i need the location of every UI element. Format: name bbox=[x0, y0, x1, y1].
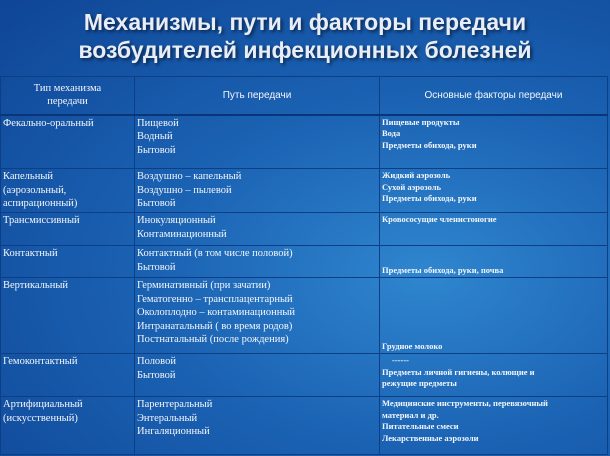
cell-text: ------ bbox=[392, 355, 409, 365]
cell-mechanism-type bbox=[1, 169, 135, 213]
cell-text: Интранатальный ( во время родов) bbox=[137, 320, 293, 332]
cell-text: Трансмиссивный bbox=[3, 215, 80, 226]
cell-text: Вертикальный bbox=[3, 280, 68, 291]
cell-text: Лекарственные аэрозоли bbox=[382, 432, 479, 443]
cell-text: Предметы обихода, руки bbox=[382, 139, 477, 150]
slide-title-line-1: Механизмы, пути и факторы передачи bbox=[83, 9, 527, 35]
cell-text: Воздушно – пылевой bbox=[137, 184, 232, 196]
transmission-table bbox=[0, 76, 608, 455]
cell-text: (аэрозольный, bbox=[3, 184, 67, 196]
cell-text: Околоплодно – контаминационный bbox=[137, 307, 296, 318]
slide-title bbox=[0, 8, 610, 64]
cell-text: Артифициальный bbox=[3, 399, 83, 410]
cell-text: Питательные смеси bbox=[382, 421, 459, 431]
cell-text: Грудное молоко bbox=[382, 340, 443, 351]
cell-transmission-factors bbox=[380, 115, 608, 169]
table-row bbox=[1, 213, 608, 246]
cell-text: Капельный bbox=[3, 171, 53, 182]
cell-text: Кровососущие членистоногие bbox=[382, 214, 497, 224]
cell-transmission-path bbox=[135, 169, 380, 213]
cell-transmission-path bbox=[135, 246, 380, 278]
cell-transmission-factors bbox=[380, 169, 608, 213]
cell-transmission-path bbox=[135, 213, 380, 246]
cell-text: Парентеральный bbox=[137, 399, 213, 410]
cell-text: Сухой аэрозоль bbox=[382, 181, 442, 192]
cell-transmission-path bbox=[135, 115, 380, 169]
cell-transmission-factors bbox=[380, 246, 608, 278]
cell-text: Предметы обихода, руки, почва bbox=[382, 264, 504, 275]
cell-text: Ингаляционный bbox=[137, 426, 210, 437]
header-transmission-path: Путь передачи bbox=[135, 77, 380, 115]
header-row bbox=[1, 77, 608, 115]
cell-transmission-path bbox=[135, 278, 380, 354]
cell-mechanism-type bbox=[1, 213, 135, 246]
cell-text: Бытовой bbox=[137, 198, 176, 209]
table-row bbox=[1, 169, 608, 213]
cell-mechanism-type bbox=[1, 278, 135, 354]
cell-text: аспирационный) bbox=[3, 198, 78, 209]
cell-text: Бытовой bbox=[137, 144, 176, 156]
cell-text: Пищевые продукты bbox=[382, 116, 460, 127]
cell-text: материал и др. bbox=[382, 409, 439, 420]
cell-text: Гемоконтактный bbox=[3, 356, 78, 367]
cell-text: Бытовой bbox=[137, 369, 176, 381]
slide-title-line-2: возбудителей инфекционных болезней bbox=[78, 37, 532, 63]
cell-text: Пищевой bbox=[137, 117, 179, 129]
table-row bbox=[1, 246, 608, 278]
cell-text: Жидкий аэрозоль bbox=[382, 170, 451, 180]
cell-text: Герминативный (при зачатии) bbox=[137, 280, 271, 291]
cell-text: Контактный bbox=[3, 248, 58, 259]
cell-mechanism-type bbox=[1, 354, 135, 397]
cell-text: Энтеральный bbox=[137, 412, 198, 424]
table-row bbox=[1, 354, 608, 397]
cell-text: Постнатальный (после рождения) bbox=[137, 334, 289, 345]
header-mechanism-type-line: передачи bbox=[47, 96, 88, 108]
cell-text: Половой bbox=[137, 356, 176, 367]
cell-text: Гематогенно – трансплацентарный bbox=[137, 293, 293, 305]
cell-text: Фекально-оральный bbox=[3, 117, 94, 129]
cell-text: Предметы обихода, руки bbox=[382, 193, 477, 203]
cell-transmission-factors bbox=[380, 278, 608, 354]
cell-text: Бытовой bbox=[137, 261, 176, 273]
cell-text: (искусственный) bbox=[3, 412, 78, 424]
cell-text: режущие предметы bbox=[382, 378, 457, 388]
table-row bbox=[1, 115, 608, 169]
cell-transmission-factors bbox=[380, 354, 608, 397]
cell-text: Водный bbox=[137, 131, 173, 142]
cell-transmission-factors bbox=[380, 397, 608, 455]
cell-text: Контаминационный bbox=[137, 228, 227, 240]
cell-transmission-factors bbox=[380, 213, 608, 246]
cell-text: Воздушно – капельный bbox=[137, 171, 242, 182]
table-row bbox=[1, 397, 608, 455]
cell-text: Инокуляционный bbox=[137, 215, 216, 226]
table-row bbox=[1, 278, 608, 354]
cell-mechanism-type bbox=[1, 397, 135, 455]
header-mechanism-type-line: Тип механизма bbox=[33, 83, 102, 95]
cell-text: Вода bbox=[382, 128, 401, 138]
header-mechanism-type bbox=[1, 77, 135, 115]
cell-mechanism-type bbox=[1, 246, 135, 278]
cell-mechanism-type bbox=[1, 115, 135, 169]
cell-text: Медицинские инструменты, перевязочный bbox=[382, 398, 548, 408]
cell-text: Контактный (в том числе половой) bbox=[137, 248, 293, 259]
cell-transmission-path bbox=[135, 397, 380, 455]
cell-text: Предметы личной гигиены, колющие и bbox=[382, 366, 535, 377]
cell-transmission-path bbox=[135, 354, 380, 397]
header-transmission-factors: Основные факторы передачи bbox=[380, 77, 608, 115]
